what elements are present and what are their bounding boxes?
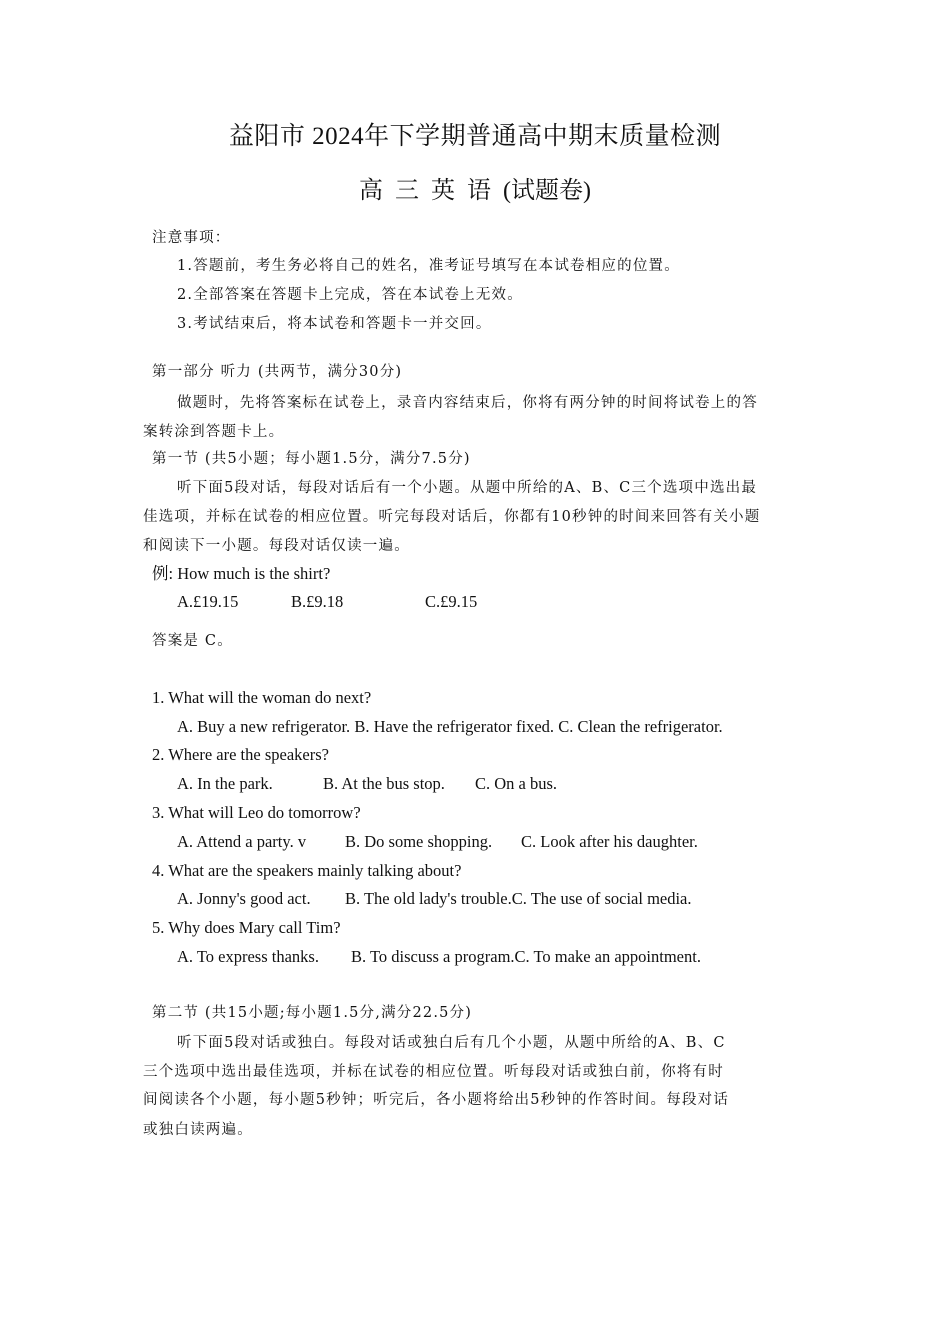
question-text: 2. Where are the speakers? xyxy=(152,745,329,764)
question-options xyxy=(177,717,723,737)
section1-instruction: 听下面5段对话，每段对话后有一个小题。从题中所给的A、B、C三个选项中选出最 xyxy=(177,480,758,496)
notice-item: 3.考试结束后，将本试卷和答题卡一并交回。 xyxy=(177,316,492,332)
answer-option: C. The use of social media. xyxy=(511,889,692,908)
answer-option: A. To express thanks. xyxy=(177,947,319,966)
example-option: A.£19.15 xyxy=(177,592,239,611)
question-options xyxy=(177,947,701,967)
part1-heading: 第一部分 听力 (共两节，满分30分) xyxy=(152,364,403,380)
question-text: 3. What will Leo do tomorrow? xyxy=(152,803,361,822)
answer-option: B. At the bus stop. xyxy=(323,774,445,793)
exam-title: 益阳市 2024年下学期普通高中期末质量检测 xyxy=(228,123,722,150)
answer-option: B. Do some shopping. xyxy=(345,832,493,851)
example-options xyxy=(177,592,477,612)
part1-instruction: 做题时，先将答案标在试卷上，录音内容结束后，你将有两分钟的时间将试卷上的答 xyxy=(177,395,758,411)
question-text: 4. What are the speakers mainly talking about? xyxy=(152,861,462,880)
section1-heading: 第一节 (共5小题；每小题1.5分，满分7.5分) xyxy=(152,451,471,467)
answer-option: C. On a bus. xyxy=(475,774,558,793)
answer-option: C. Clean the refrigerator. xyxy=(558,717,723,736)
part1-instruction: 案转涂到答题卡上。 xyxy=(143,424,285,440)
question-options xyxy=(177,832,698,852)
notice-item: 2.全部答案在答题卡上完成，答在本试卷上无效。 xyxy=(177,287,523,303)
answer-option: B. The old lady's trouble. xyxy=(345,889,512,908)
section2-instruction: 三个选项中选出最佳选项，并标在试卷的相应位置。听每段对话或独白前，你将有时 xyxy=(143,1064,724,1080)
section1-instruction: 和阅读下一小题。每段对话仅读一遍。 xyxy=(143,538,410,554)
notice-item: 1.答题前，考生务必将自己的姓名，准考证号填写在本试卷相应的位置。 xyxy=(177,258,680,274)
answer-option: A. Jonny's good act. xyxy=(177,889,311,908)
section2-instruction: 间阅读各个小题，每小题5秒钟；听完后，各小题将给出5秒钟的作答时间。每段对话 xyxy=(143,1092,730,1108)
question-options xyxy=(177,889,692,909)
answer-option: C. Look after his daughter. xyxy=(521,832,698,851)
answer-option: C. To make an appointment. xyxy=(514,947,701,966)
section1-instruction: 佳选项，并标在试卷的相应位置。听完每段对话后，你都有10秒钟的时间来回答有关小题 xyxy=(143,509,761,525)
answer-option: B. To discuss a program. xyxy=(351,947,515,966)
answer-option: A. In the park. xyxy=(177,774,273,793)
example-option: C.£9.15 xyxy=(425,592,478,611)
example-question: 例: How much is the shirt? xyxy=(152,564,331,583)
answer-option: A. Attend a party. v xyxy=(177,832,307,851)
section2-instruction: 听下面5段对话或独白。每段对话或独白后有几个小题，从题中所给的A、B、C xyxy=(177,1035,726,1051)
section2-instruction: 或独白读两遍。 xyxy=(143,1122,253,1138)
answer-option: B. Have the refrigerator fixed. xyxy=(354,717,555,736)
notice-heading: 注意事项： xyxy=(152,230,231,246)
answer-option: A. Buy a new refrigerator. xyxy=(177,717,351,736)
example-option: B.£9.18 xyxy=(291,592,344,611)
question-options xyxy=(177,774,557,794)
section2-heading: 第二节 (共15小题;每小题1.5分,满分22.5分) xyxy=(152,1005,473,1021)
question-text: 5. Why does Mary call Tim? xyxy=(152,918,341,937)
example-answer: 答案是 C。 xyxy=(152,633,233,649)
exam-subtitle: 高 三 英 语 (试题卷) xyxy=(359,178,591,204)
question-text: 1. What will the woman do next? xyxy=(152,688,372,707)
